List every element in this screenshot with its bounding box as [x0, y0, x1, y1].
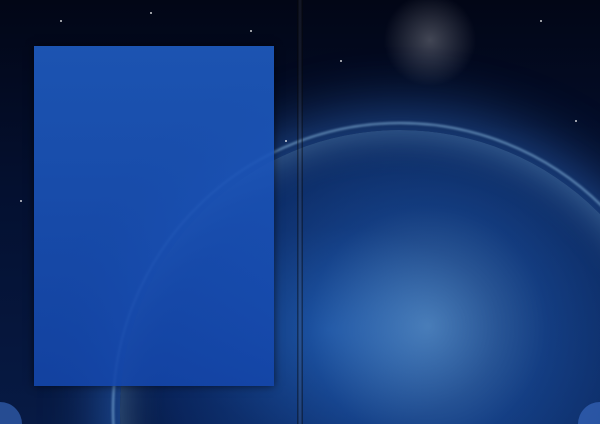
book-spine [297, 0, 303, 424]
timeline-labels [344, 106, 556, 114]
prehistory-timeline-image [334, 76, 586, 138]
index-card [34, 46, 274, 386]
timeline-top-icons [350, 76, 578, 92]
timeline-bottom-icons [350, 120, 578, 136]
timeline-color-bar [344, 94, 556, 104]
